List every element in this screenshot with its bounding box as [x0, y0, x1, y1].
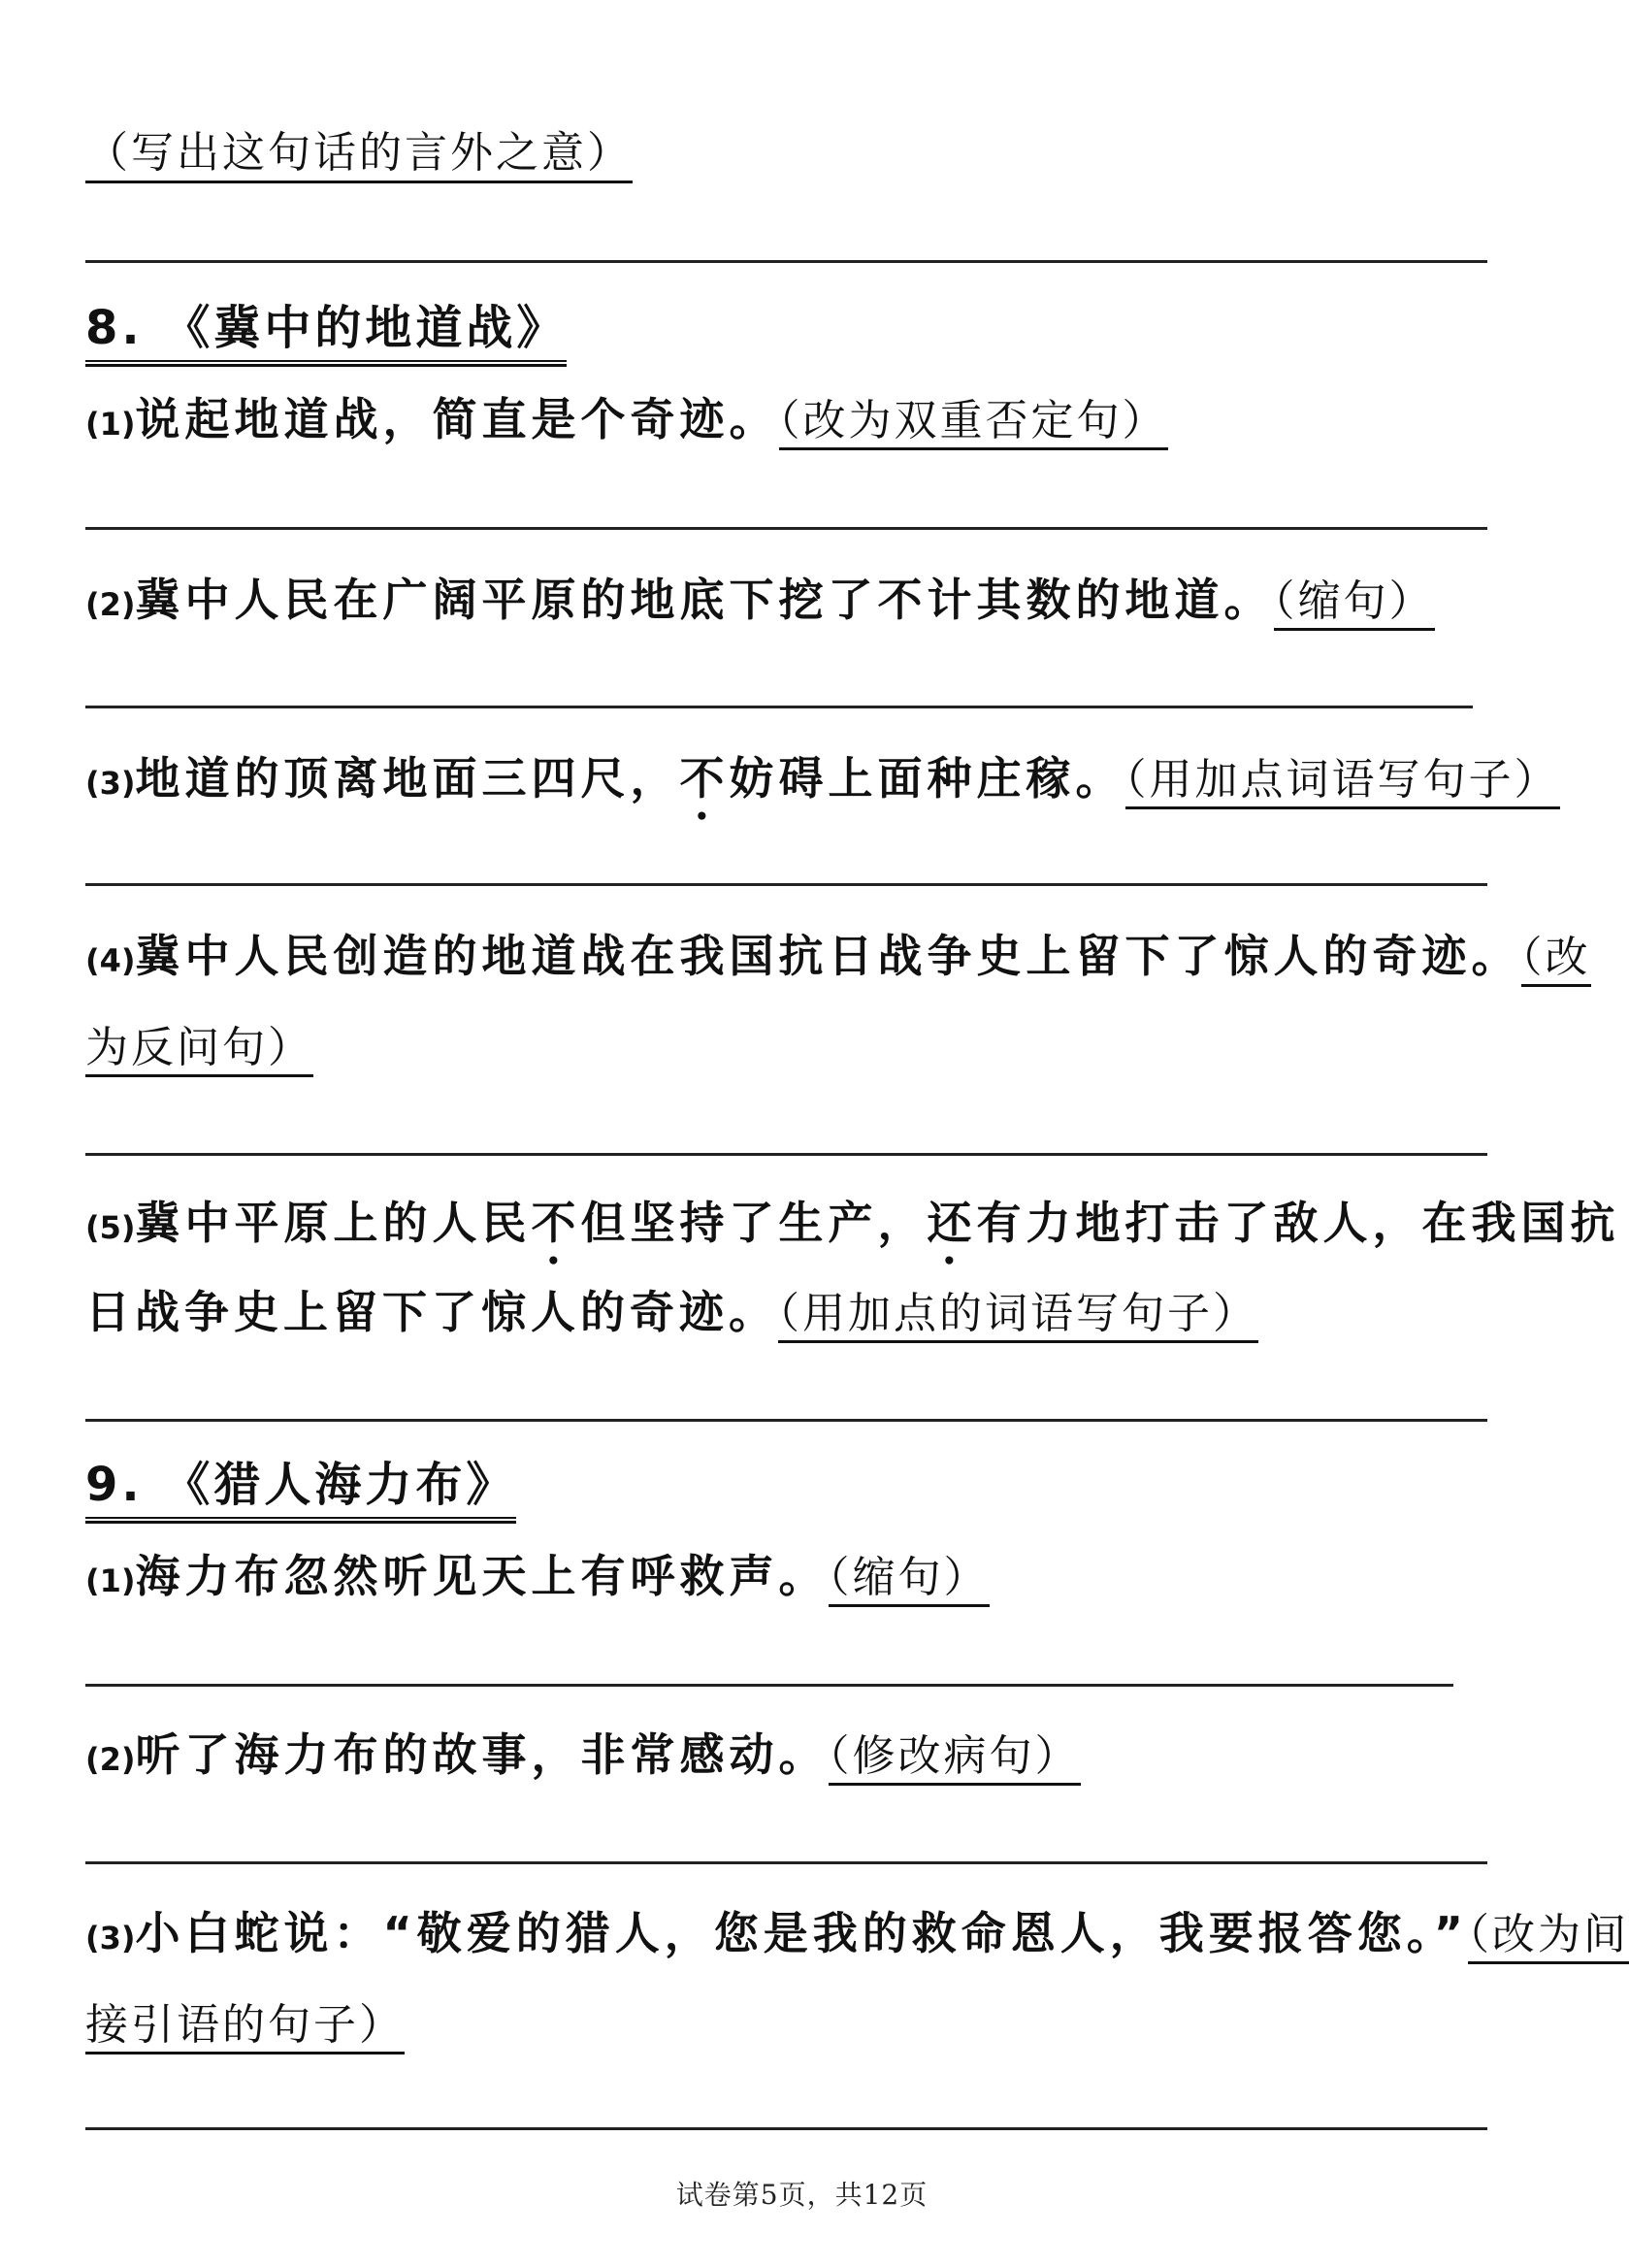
question-text: 听了海力布的故事，非常感动。: [135, 1728, 829, 1781]
question-number: (4): [85, 942, 136, 979]
requirement-hint: （用加点的词语写句子）: [778, 1289, 1258, 1343]
section-title: 8. 《冀中的地道战》: [85, 299, 567, 367]
requirement-hint: （修改病句）: [829, 1731, 1081, 1786]
question-text: 冀中人民在广阔平原的地底下挖了不计其数的地道。: [135, 574, 1274, 626]
question-8-2: [85, 571, 1435, 634]
question-8-4: [85, 927, 1591, 990]
answer-line[interactable]: [85, 706, 1473, 708]
question-text: 说起地道战，简直是个奇迹。: [135, 393, 779, 445]
question-9-3-line2: [85, 1994, 405, 2053]
question-8-5-line2: [85, 1283, 1258, 1341]
question-text: 但坚持了生产，: [580, 1197, 928, 1249]
answer-line[interactable]: [85, 2127, 1487, 2130]
answer-line[interactable]: [85, 527, 1487, 530]
question-text: 日战争史上留下了惊人的奇迹。: [85, 1286, 778, 1338]
requirement-hint: （缩句）: [829, 1553, 990, 1607]
answer-line[interactable]: [85, 260, 1487, 263]
question-number: (1): [85, 1562, 136, 1599]
question-8-1: [85, 390, 1168, 453]
question-9-1: [85, 1547, 990, 1610]
requirement-hint: （写出这句话的言外之意）: [85, 128, 633, 183]
question-text: 妨碍上面种庄稼。: [729, 752, 1125, 805]
question-text: 地道的顶离地面三四尺，: [135, 752, 680, 805]
requirement-hint: （改为双重否定句）: [779, 396, 1168, 450]
requirement-hint: 接引语的句子）: [85, 2000, 405, 2054]
requirement-hint: （改为间: [1468, 1910, 1629, 1964]
requirement-hint: （用加点词语写句子）: [1125, 755, 1560, 809]
emphasis-word: 不: [679, 752, 730, 805]
answer-line[interactable]: [85, 1684, 1453, 1687]
question-text: 冀中人民创造的地道战在我国抗日战争史上留下了惊人的奇迹。: [135, 930, 1521, 982]
requirement-hint: （改: [1521, 933, 1591, 987]
question-8-3: [85, 749, 1560, 830]
emphasis-word: 还: [927, 1197, 977, 1249]
answer-line[interactable]: [85, 1153, 1487, 1156]
answer-line[interactable]: [85, 1861, 1487, 1864]
section-title: 9. 《猎人海力布》: [85, 1456, 516, 1524]
question-text: 海力布忽然听见天上有呼救声。: [135, 1550, 829, 1602]
question-number: (1): [85, 406, 136, 443]
question-number: (2): [85, 586, 136, 623]
question-number: (5): [85, 1209, 136, 1246]
question-number: (2): [85, 1741, 136, 1778]
question-text: 有力地打击了敌人，在我国抗: [976, 1197, 1620, 1249]
requirement-hint: 为反问句）: [85, 1023, 313, 1077]
requirement-hint: （缩句）: [1274, 576, 1435, 631]
question-text: 小白蛇说：“敬爱的猎人，您是我的救命恩人，我要报答您。”: [135, 1907, 1468, 1959]
answer-line[interactable]: [85, 883, 1487, 886]
question-8-5: [85, 1194, 1620, 1274]
question-text: 冀中平原上的人民: [135, 1197, 532, 1249]
question-9-2: [85, 1726, 1081, 1789]
emphasis-word: 不: [531, 1197, 581, 1249]
question-number: (3): [85, 765, 136, 802]
question-number: (3): [85, 1920, 136, 1956]
question-9-3: [85, 1904, 1629, 1967]
answer-line[interactable]: [85, 1419, 1487, 1422]
question-8-4-line2: [85, 1017, 313, 1075]
page-footer: 试卷第5页，共12页: [675, 2179, 929, 2211]
